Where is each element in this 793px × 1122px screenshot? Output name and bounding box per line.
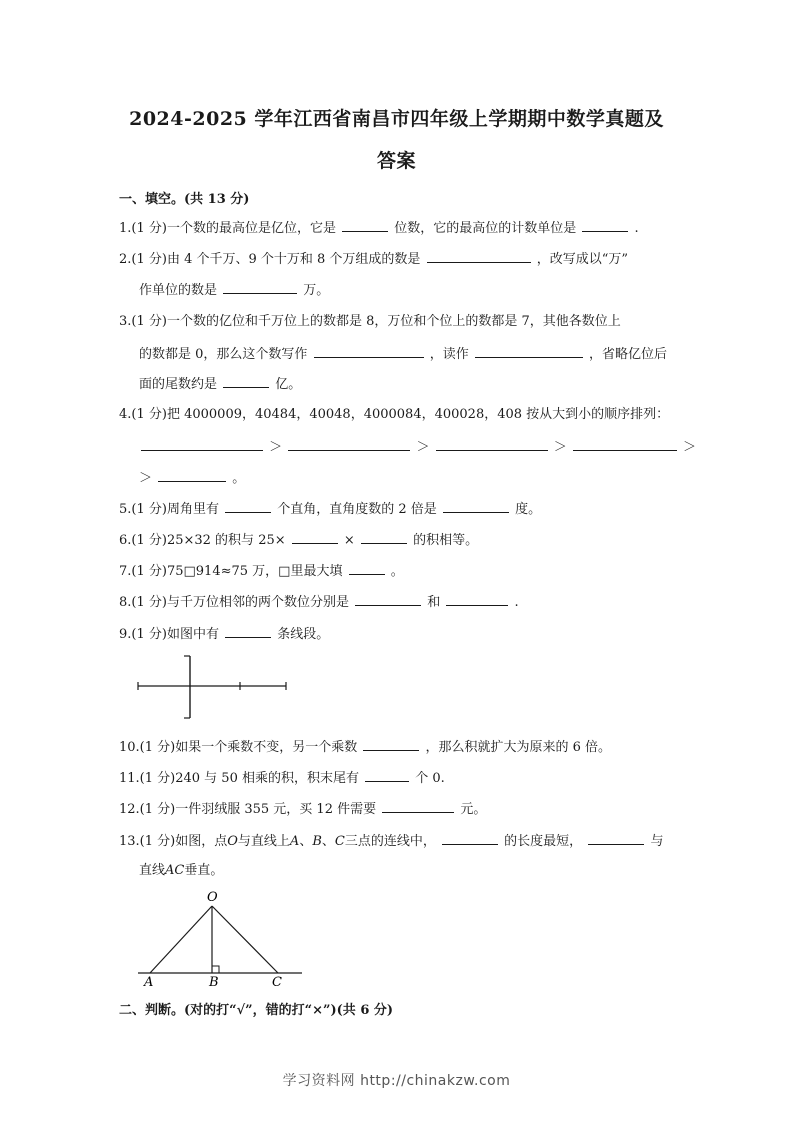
segment-oa <box>150 906 212 973</box>
page-title-line2: 答案 <box>376 150 416 172</box>
question-4-blanks2: ＞ 。 <box>139 471 246 486</box>
answer-blank <box>365 769 409 782</box>
question-1: 1.(1 分)一个数的最高位是亿位，它是 位数，它的最高位的计数单位是 . <box>119 221 639 236</box>
answer-blank <box>349 562 385 575</box>
answer-blank <box>314 345 424 358</box>
question-3-cont2: 面的尾数约是 亿。 <box>139 377 302 392</box>
question-10: 10.(1 分)如果一个乘数不变，另一个乘数 ，那么积就扩大为原来的 6 倍。 <box>119 740 612 755</box>
line-segments-figure <box>130 650 300 726</box>
answer-blank <box>223 375 269 388</box>
answer-blank <box>363 738 419 751</box>
answer-blank <box>382 800 454 813</box>
question-9: 9.(1 分)如图中有 条线段。 <box>119 627 330 642</box>
question-6: 6.(1 分)25×32 的积与 25× × 的积相等。 <box>119 533 479 548</box>
answer-blank <box>158 469 226 482</box>
question-11: 11.(1 分)240 与 50 相乘的积，积末尾有 个 0. <box>119 771 445 786</box>
answer-blank <box>141 438 263 451</box>
answer-blank <box>225 500 271 513</box>
answer-blank <box>442 832 498 845</box>
question-3: 3.(1 分)一个数的亿位和千万位上的数都是 8，万位和个位上的数都是 7，其他各数位上 <box>119 314 621 329</box>
segment-oc <box>212 906 278 973</box>
answer-blank <box>427 250 531 263</box>
answer-blank <box>355 593 421 606</box>
triangle-figure <box>130 886 310 990</box>
answer-blank <box>361 531 407 544</box>
label-b: B <box>209 975 219 990</box>
section-2-heading: 二、判断。(对的打“√”，错的打“×”)(共 6 分) <box>119 1003 394 1018</box>
answer-blank <box>475 345 583 358</box>
label-a: A <box>144 975 154 990</box>
answer-blank <box>288 438 410 451</box>
label-o: O <box>207 890 218 905</box>
answer-blank <box>225 625 271 638</box>
right-angle-mark <box>212 966 219 973</box>
label-c: C <box>272 975 282 990</box>
section-1-heading: 一、填空。(共 13 分) <box>119 192 250 207</box>
footer-watermark: 学习资料网 http://chinakzw.com <box>282 1073 511 1089</box>
question-2: 2.(1 分)由 4 个千万、9 个十万和 8 个万组成的数是 ，改写成以“万” <box>119 252 629 267</box>
question-4-blanks: ＞ ＞ ＞ ＞ <box>139 438 696 456</box>
page-title-line1: 2024-2025 学年江西省南昌市四年级上学期期中数学真题及 <box>129 108 664 130</box>
answer-blank <box>588 832 644 845</box>
question-7: 7.(1 分)75□914≈75 万，□里最大填 。 <box>119 564 404 579</box>
question-4: 4.(1 分)把 4000009，40484，40048，4000084，400028，408 按从大到小的顺序排列： <box>119 407 670 422</box>
question-13: 13.(1 分)如图，点O与直线上A、B、C三点的连线中， 的长度最短， 与 <box>119 834 664 849</box>
answer-blank <box>582 219 628 232</box>
answer-blank <box>436 438 548 451</box>
answer-blank <box>292 531 338 544</box>
answer-blank <box>342 219 388 232</box>
question-12: 12.(1 分)一件羽绒服 355 元，买 12 件需要 元。 <box>119 802 487 817</box>
question-8: 8.(1 分)与千万位相邻的两个数位分别是 和 . <box>119 595 519 610</box>
answer-blank <box>223 281 297 294</box>
question-2-cont: 作单位的数是 万。 <box>139 283 330 298</box>
question-13-cont: 直线AC垂直。 <box>139 863 224 878</box>
question-5: 5.(1 分)周角里有 个直角，直角度数的 2 倍是 度。 <box>119 502 542 517</box>
answer-blank <box>573 438 677 451</box>
answer-blank <box>446 593 508 606</box>
question-3-cont: 的数都是 0，那么这个数写作 ，读作 ，省略亿位后 <box>139 347 667 362</box>
answer-blank <box>443 500 509 513</box>
